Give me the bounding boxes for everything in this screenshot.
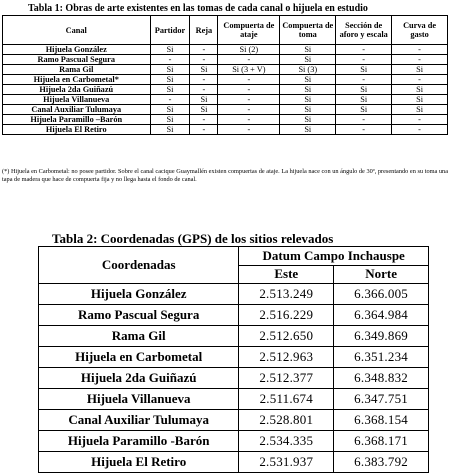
header-datum: Datum Campo Inchauspe	[239, 247, 429, 266]
table-row	[3, 125, 448, 135]
table-cell: Si	[336, 65, 392, 75]
header-este: Este	[239, 265, 334, 284]
table-row	[3, 45, 448, 55]
table-cell: Si (2)	[218, 45, 280, 55]
table-cell: -	[336, 115, 392, 125]
table-cell: Si	[392, 105, 448, 115]
header-seccion-aforo: Sección de aforo y escala	[336, 16, 392, 45]
table-cell: Si	[336, 95, 392, 105]
table-row	[39, 431, 429, 452]
norte-cell: 6.368.154	[334, 410, 429, 431]
table-cell: -	[190, 45, 218, 55]
table-cell: Si	[190, 65, 218, 75]
table-cell: -	[190, 75, 218, 85]
table-cell: -	[190, 85, 218, 95]
este-cell: 2.534.335	[239, 431, 334, 452]
este-cell: 2.512.377	[239, 368, 334, 389]
table-cell: -	[336, 55, 392, 65]
table-cell: -	[218, 95, 280, 105]
table-cell: -	[218, 55, 280, 65]
header-compuerta-ataje: Compuerta de ataje	[218, 16, 280, 45]
table-cell: Si	[392, 85, 448, 95]
table-cell: Si (3)	[280, 65, 336, 75]
site-name-cell: Hijuela 2da Guiñazú	[39, 368, 239, 389]
norte-cell: 6.383.792	[334, 452, 429, 473]
header-norte: Norte	[334, 265, 429, 284]
table-cell: -	[190, 55, 218, 65]
norte-cell: 6.347.751	[334, 389, 429, 410]
table-cell: Si	[280, 55, 336, 65]
table-cell: -	[392, 115, 448, 125]
table-row	[39, 410, 429, 431]
canal-name-cell: Canal Auxiliar Tulumaya	[3, 105, 151, 115]
table1-footnote: (*) Hijuela en Carbometal: no posee partidor. Sobre el canal cacique Guaymallén existen compuertas de ataje. La hijuela nace con un ángulo de 30º, presentando en su toma una tapa de madera que hace de compuerta fija y no llega hasta el fondo de canal.	[2, 168, 448, 183]
table-row	[3, 115, 448, 125]
table-row	[39, 326, 429, 347]
canal-name-cell: Ramo Pascual Segura	[3, 55, 151, 65]
table-cell: Si	[392, 65, 448, 75]
site-name-cell: Rama Gil	[39, 326, 239, 347]
norte-cell: 6.349.869	[334, 326, 429, 347]
este-cell: 2.531.937	[239, 452, 334, 473]
table-row	[3, 105, 448, 115]
table-row	[3, 75, 448, 85]
table-row	[39, 452, 429, 473]
table1-caption: Tabla 1: Obras de arte existentes en las tomas de cada canal o hijuela en estudio	[28, 3, 368, 14]
table-row	[39, 284, 429, 305]
table-cell: Si	[150, 75, 190, 85]
norte-cell: 6.351.234	[334, 347, 429, 368]
table2-header-row-1	[39, 247, 429, 266]
header-curva-gasto: Curva de gasto	[392, 16, 448, 45]
table-cell: Si	[280, 85, 336, 95]
site-name-cell: Hijuela Villanueva	[39, 389, 239, 410]
canal-name-cell: Hijuela Villanueva	[3, 95, 151, 105]
table-cell: -	[218, 125, 280, 135]
table-cell: Si	[150, 85, 190, 95]
este-cell: 2.513.249	[239, 284, 334, 305]
este-cell: 2.511.674	[239, 389, 334, 410]
table-cell: -	[190, 115, 218, 125]
obras-de-arte-table	[2, 15, 448, 135]
header-reja: Reja	[190, 16, 218, 45]
table-cell: -	[218, 85, 280, 95]
table-cell: Si	[280, 45, 336, 55]
canal-name-cell: Rama Gil	[3, 65, 151, 75]
table-cell: -	[150, 55, 190, 65]
table-cell: Si	[280, 115, 336, 125]
table-row	[3, 65, 448, 75]
norte-cell: 6.368.171	[334, 431, 429, 452]
site-name-cell: Hijuela El Retiro	[39, 452, 239, 473]
table-cell: Si	[336, 105, 392, 115]
este-cell: 2.512.963	[239, 347, 334, 368]
norte-cell: 6.364.984	[334, 305, 429, 326]
site-name-cell: Hijuela en Carbometal	[39, 347, 239, 368]
table-cell: -	[336, 45, 392, 55]
table-cell: Si	[280, 75, 336, 85]
este-cell: 2.512.650	[239, 326, 334, 347]
table-row	[39, 389, 429, 410]
table-row	[39, 368, 429, 389]
table2-caption: Tabla 2: Coordenadas (GPS) de los sitios relevados	[52, 231, 334, 246]
table-cell: Si	[336, 85, 392, 95]
table-cell: Si (3 + V)	[218, 65, 280, 75]
table-cell: -	[218, 105, 280, 115]
header-partidor: Partidor	[150, 16, 190, 45]
table-cell: Si	[392, 95, 448, 105]
table-cell: -	[392, 45, 448, 55]
header-canal: Canal	[3, 16, 151, 45]
table-cell: -	[336, 75, 392, 85]
table-row	[39, 347, 429, 368]
table-row	[3, 95, 448, 105]
table-row	[39, 305, 429, 326]
header-compuerta-toma: Compuerta de toma	[280, 16, 336, 45]
este-cell: 2.516.229	[239, 305, 334, 326]
header-coordenadas: Coordenadas	[39, 247, 239, 284]
norte-cell: 6.348.832	[334, 368, 429, 389]
table-cell: -	[392, 55, 448, 65]
table-cell: -	[392, 125, 448, 135]
table-cell: Si	[150, 125, 190, 135]
table-cell: Si	[280, 95, 336, 105]
table-cell: Si	[280, 125, 336, 135]
table-cell: Si	[150, 105, 190, 115]
table-row	[3, 55, 448, 65]
canal-name-cell: Hijuela 2da Guiñazú	[3, 85, 151, 95]
site-name-cell: Canal Auxiliar Tulumaya	[39, 410, 239, 431]
table-cell: Si	[190, 95, 218, 105]
table-cell: -	[336, 125, 392, 135]
site-name-cell: Hijuela Paramillo -Barón	[39, 431, 239, 452]
table-cell: Si	[190, 105, 218, 115]
table1-header-row	[3, 16, 448, 45]
coordenadas-table	[38, 246, 429, 473]
table-row	[3, 85, 448, 95]
table-cell: -	[392, 75, 448, 85]
table-cell: -	[218, 115, 280, 125]
table-cell: Si	[150, 115, 190, 125]
canal-name-cell: Hijuela El Retiro	[3, 125, 151, 135]
este-cell: 2.528.801	[239, 410, 334, 431]
site-name-cell: Ramo Pascual Segura	[39, 305, 239, 326]
table-cell: -	[150, 95, 190, 105]
canal-name-cell: Hijuela González	[3, 45, 151, 55]
canal-name-cell: Hijuela Paramillo –Barón	[3, 115, 151, 125]
norte-cell: 6.366.005	[334, 284, 429, 305]
table-cell: Si	[150, 45, 190, 55]
site-name-cell: Hijuela González	[39, 284, 239, 305]
canal-name-cell: Hijuela en Carbometal*	[3, 75, 151, 85]
table-cell: -	[190, 125, 218, 135]
table-cell: Si	[150, 65, 190, 75]
table-cell: Si	[280, 105, 336, 115]
table-cell: -	[218, 75, 280, 85]
